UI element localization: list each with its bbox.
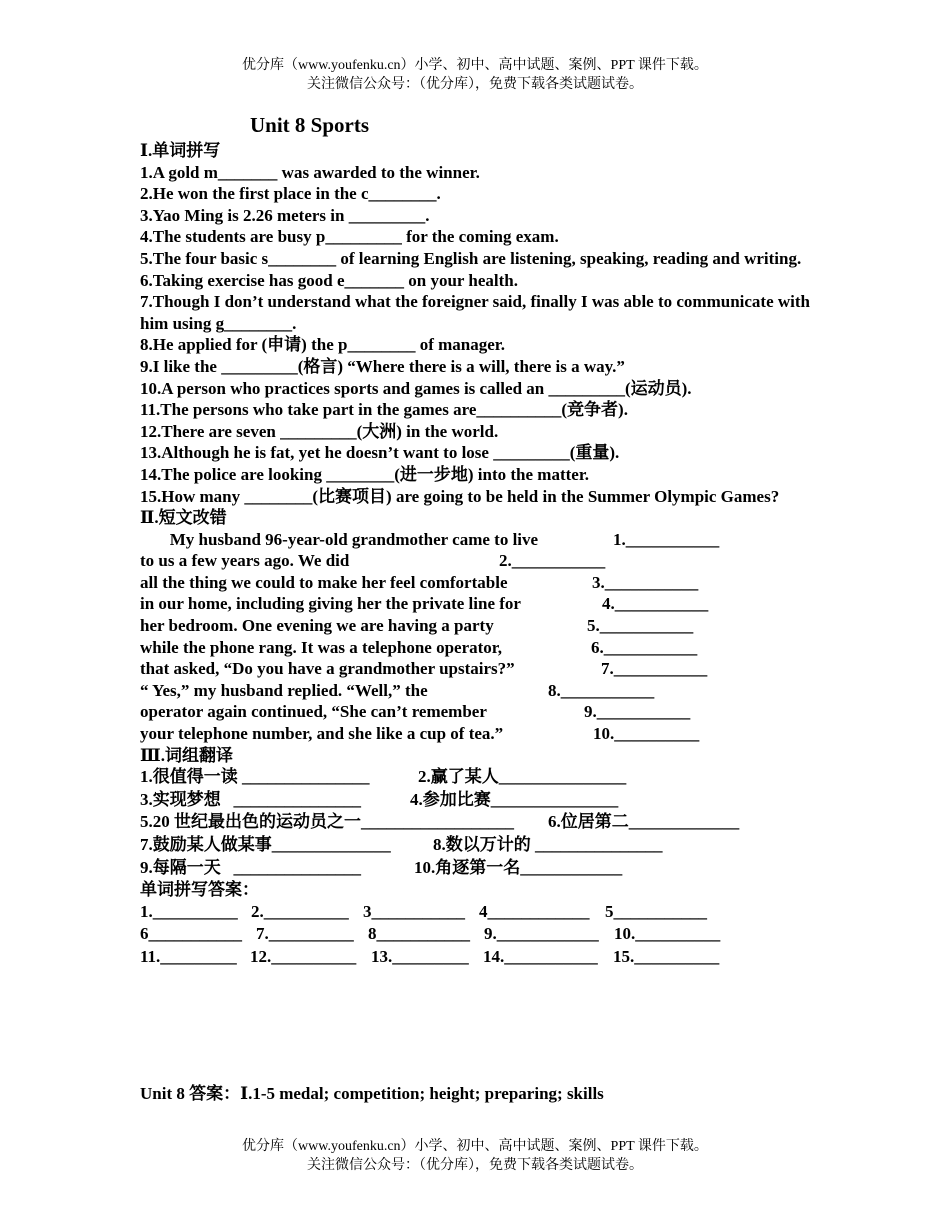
question-13: 13.Although he is fat, yet he doesn’t want to lose _________(重量). bbox=[140, 443, 620, 463]
error-answer-blank: 8.___________ bbox=[548, 680, 655, 700]
header-line-2: 关注微信公众号：（优分库），免费下载各类试题试卷。 bbox=[307, 77, 643, 92]
answer-blank: 15.__________ bbox=[613, 946, 720, 966]
error-answer-blank: 9.___________ bbox=[584, 702, 691, 722]
error-line-10 bbox=[140, 723, 810, 745]
question-3: 3.Yao Ming is 2.26 meters in _________. bbox=[140, 205, 430, 225]
error-line-9 bbox=[140, 701, 810, 723]
error-line-text: that asked, “Do you have a grandmother upstairs?” bbox=[140, 659, 515, 679]
error-answer-blank: 4.___________ bbox=[602, 594, 709, 614]
phrase-row-4 bbox=[140, 834, 810, 857]
question-15: 15.How many ________(比赛项目) are going to be held in the Summer Olympic Games? bbox=[140, 486, 780, 506]
unit-title: Unit 8 Sports bbox=[250, 113, 370, 137]
question-5: 5.The four basic s________ of learning English are listening, speaking, reading and writing. bbox=[140, 248, 802, 268]
question-10: 10.A person who practices sports and games is called an _________(运动员). bbox=[140, 378, 692, 398]
question-2: 2.He won the first place in the c________. bbox=[140, 184, 441, 204]
question-1: 1.A gold m_______ was awarded to the winner. bbox=[140, 162, 480, 182]
error-line-7 bbox=[140, 658, 810, 680]
error-line-text: in our home, including giving her the private line for bbox=[140, 594, 521, 614]
error-line-3 bbox=[140, 572, 810, 594]
error-line-text: My husband 96-year-old grandmother came to live bbox=[140, 529, 539, 549]
footer-line-2: 关注微信公众号：（优分库），免费下载各类试题试卷。 bbox=[307, 1158, 643, 1173]
phrase-item: 9.每隔一天 _______________ bbox=[140, 857, 361, 877]
phrase-item: 4.参加比赛_______________ bbox=[410, 789, 619, 809]
answer-blank: 3___________ bbox=[363, 901, 465, 921]
error-line-text: her bedroom. One evening we are having a party bbox=[140, 616, 494, 636]
question-7: 7.Though I don’t understand what the foreigner said, finally I was able to communicate with him using g________. bbox=[140, 292, 810, 333]
section2-heading: Ⅱ.短文改错 bbox=[140, 508, 227, 528]
phrase-item: 6.位居第二_____________ bbox=[548, 812, 740, 832]
phrase-row-5 bbox=[140, 857, 810, 880]
error-answer-blank: 3.___________ bbox=[592, 572, 699, 592]
phrase-item: 8.数以万计的 _______________ bbox=[433, 835, 663, 854]
phrase-item: 5.20 世纪最出色的运动员之一__________________ bbox=[140, 812, 514, 832]
footer-line-1: 优分库（www.youfenku.cn）小学、初中、高中试题、案例、PPT 课件下载。 bbox=[242, 1139, 708, 1154]
error-answer-blank: 10.__________ bbox=[593, 724, 700, 744]
error-answer-blank: 7.___________ bbox=[601, 659, 708, 679]
error-line-6 bbox=[140, 637, 810, 659]
error-answer-blank: 6.___________ bbox=[591, 637, 698, 657]
question-8: 8.He applied for (申请) the p________ of manager. bbox=[140, 335, 506, 355]
phrase-item: 10.角逐第一名____________ bbox=[414, 857, 623, 877]
error-line-text: while the phone rang. It was a telephone operator, bbox=[140, 637, 503, 657]
answer-blank: 13._________ bbox=[371, 946, 469, 966]
answer-blank: 5___________ bbox=[605, 901, 707, 921]
error-line-4 bbox=[140, 593, 810, 615]
answer-blank: 6___________ bbox=[140, 924, 242, 944]
phrase-row-2 bbox=[140, 789, 810, 812]
question-11: 11.The persons who take part in the games are__________(竞争者). bbox=[140, 400, 628, 420]
error-line-text: to us a few years ago. We did bbox=[140, 551, 350, 571]
answer-blank: 12.__________ bbox=[250, 946, 357, 966]
answer-blank: 10.__________ bbox=[614, 924, 721, 944]
error-line-text: “ Yes,” my husband replied. “Well,” the bbox=[140, 680, 428, 700]
answer-blank: 9.____________ bbox=[484, 924, 599, 944]
answer-blank: 8___________ bbox=[368, 924, 470, 944]
answer-blank: 7.__________ bbox=[256, 924, 354, 944]
error-line-2 bbox=[140, 550, 810, 572]
answer-sheet-heading: 单词拼写答案： bbox=[140, 880, 259, 900]
worksheet bbox=[140, 112, 810, 969]
phrase-item: 1.很值得一读 _______________ bbox=[140, 767, 370, 787]
section3-heading: Ⅲ.词组翻译 bbox=[140, 745, 233, 765]
error-answer-blank: 2.___________ bbox=[499, 551, 606, 571]
error-answer-blank: 5.___________ bbox=[587, 616, 694, 636]
page-header bbox=[0, 56, 950, 94]
question-9: 9.I like the _________(格言) “Where there is a will, there is a way.” bbox=[140, 356, 625, 376]
error-line-text: operator again continued, “She can’t remember bbox=[140, 702, 487, 722]
error-answer-blank: 1.___________ bbox=[613, 529, 720, 549]
question-12: 12.There are seven _________(大洲) in the world. bbox=[140, 421, 499, 441]
question-4: 4.The students are busy p_________ for the coming exam. bbox=[140, 227, 559, 247]
page-footer bbox=[0, 1137, 950, 1175]
header-line-1: 优分库（www.youfenku.cn）小学、初中、高中试题、案例、PPT 课件下载。 bbox=[242, 58, 708, 73]
answer-blank: 2.__________ bbox=[251, 901, 349, 921]
phrase-item: 7.鼓励某人做某事______________ bbox=[140, 835, 391, 854]
answer-blank: 11._________ bbox=[140, 946, 237, 966]
question-6: 6.Taking exercise has good e_______ on your health. bbox=[140, 270, 518, 290]
error-line-5 bbox=[140, 615, 810, 637]
answer-key: Unit 8 答案：Ⅰ.1-5 medal; competition; height; preparing; skills bbox=[140, 1084, 604, 1103]
answer-blank: 4____________ bbox=[479, 901, 590, 921]
answer-blank: 14.___________ bbox=[483, 946, 598, 966]
answer-row-3 bbox=[140, 946, 810, 969]
answer-row-2 bbox=[140, 923, 810, 946]
error-line-text: all the thing we could to make her feel comfortable bbox=[140, 572, 508, 592]
answer-blank: 1.__________ bbox=[140, 901, 238, 921]
error-line-1 bbox=[140, 529, 810, 551]
phrase-row-1 bbox=[140, 766, 810, 789]
section1-heading: Ⅰ.单词拼写 bbox=[140, 141, 221, 160]
answer-row-1 bbox=[140, 901, 810, 924]
phrase-item: 2.赢了某人_______________ bbox=[418, 767, 627, 787]
error-line-8 bbox=[140, 680, 810, 702]
question-14: 14.The police are looking ________(进一步地) into the matter. bbox=[140, 464, 590, 484]
phrase-item: 3.实现梦想 _______________ bbox=[140, 789, 361, 809]
phrase-row-3 bbox=[140, 811, 810, 834]
error-line-text: your telephone number, and she like a cup of tea.” bbox=[140, 724, 504, 744]
